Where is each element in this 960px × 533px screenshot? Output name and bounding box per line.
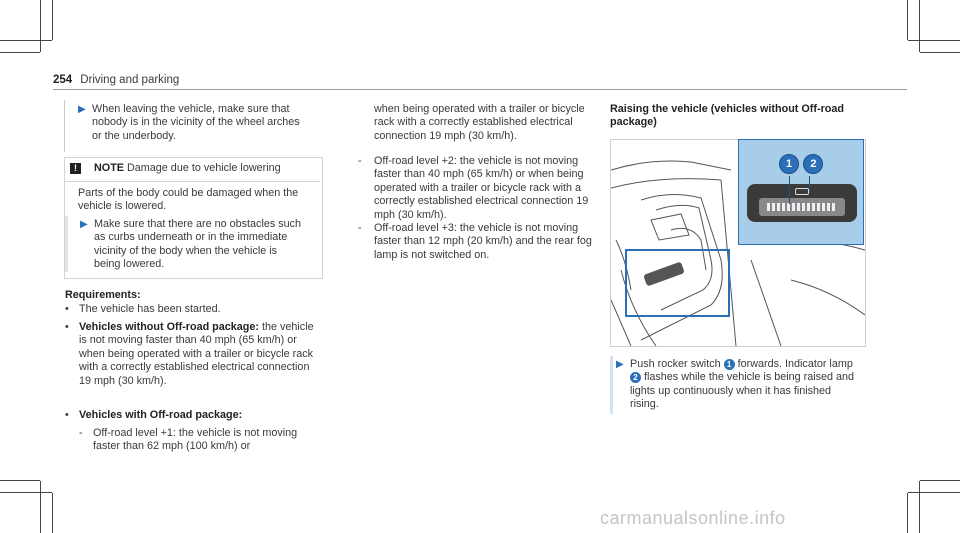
switch-grip [767,203,837,211]
callout-2: 2 [803,154,823,174]
req-text: The vehicle has been started. [79,303,221,315]
sub-item: - Off-road level +3: the vehicle is not moving faster than 12 mph (20 km/h) and the rear fog lamp is not switched on. [358,222,598,262]
crop-mark [52,0,53,40]
callout-leader [789,176,790,204]
crop-mark [52,493,53,533]
note-step-box [65,216,69,272]
requirement-item: • The vehicle has been started. [65,303,221,315]
switch-panel [759,198,845,216]
sub-text: Off-road level +3: the vehicle is not moving faster than 12 mph (20 km/h) and the rear fog lamp is not switched on. [374,222,592,261]
requirement-item: • Vehicles without Off-road package: the vehicle is not moving faster than 40 mph (65 km/h) or when being operated with a trailer or bicycle rack with a correctly established electrical connection 19 mph (30 km/h). [65,321,314,387]
crop-mark [920,480,960,481]
req-bold: Vehicles without Off-road package: [79,321,259,333]
req-text: the vehicle is not moving faster than 40 mph (65 km/h) or when being operated with a trailer or bicycle rack with a correctly established electrical connection 19 mph (30 km/h). [79,321,314,387]
warning-icon: ! [70,163,81,174]
sub-item: - Off-road level +1: the vehicle is not moving faster than 62 mph (100 km/h) or [79,427,325,454]
callout-leader [809,176,810,192]
callout-row [779,154,823,174]
step-text: Push rocker switch [630,358,721,370]
crop-mark [0,492,52,493]
section-heading: Raising the vehicle (vehicles without Off-road package) [610,103,844,129]
step-box [610,356,614,414]
sub-text: Off-road level +2: the vehicle is not moving faster than 40 mph (65 km/h) or when being operated with a trailer or bicycle rack with a correctly established electrical connection 19 mph (30 km/h). [374,155,589,221]
note-body: Parts of the body could be damaged when the vehicle is lowered. [78,187,299,213]
requirements-title: Requirements: [65,289,141,301]
crop-mark [919,481,920,533]
crop-mark [907,493,908,533]
step-arrow-icon: ▶ [78,104,86,115]
step-item [78,103,318,143]
page-number: 254 [53,74,73,86]
note-divider [65,181,320,182]
callout-2-inline: 2 [630,372,641,383]
sub-item-cont: when being operated with a trailer or bicycle rack with a correctly established electrical connection 19 mph (30 km/h). [374,103,585,142]
step-text: forwards. Indicator lamp [737,358,853,370]
req-bold: Vehicles with Off-road package: [79,409,243,421]
callout-1: 1 [779,154,799,174]
indicator-lamp-icon [795,188,809,195]
crop-mark [908,40,960,41]
note-step [80,218,320,272]
note-heading [70,162,315,175]
callout-1-inline: 1 [724,359,735,370]
step-item [616,358,866,412]
crop-mark [907,0,908,40]
step-arrow-icon: ▶ [80,219,88,230]
note-title: NOTE [94,162,124,174]
crop-mark [908,492,960,493]
crop-mark [40,0,41,52]
switch-highlight [625,249,730,317]
step-text: flashes while the vehicle is being raised and lights up continuously when it has finished rising. [630,371,855,411]
crop-mark [0,40,52,41]
crop-mark [40,481,41,533]
header-rule [53,89,907,90]
sub-text: Off-road level +1: the vehicle is not moving faster than 62 mph (100 km/h) or [93,427,298,453]
section-title: Driving and parking [80,74,180,86]
note-subtitle: Damage due to vehicle lowering [127,162,281,174]
crop-mark [920,52,960,53]
callout-panel [738,139,864,245]
step-arrow-icon: ▶ [616,359,624,370]
crop-mark [0,480,40,481]
sub-item: - Off-road level +2: the vehicle is not moving faster than 40 mph (65 km/h) or when being operated with a trailer or bicycle rack with a correctly established electrical connection 19 mph (30 km/h). [358,155,598,222]
note-step-text: Make sure that there are no obstacles such as curbs underneath or in the immediate vicinity of the body when the vehicle is being lowered. [94,218,302,271]
crop-mark [0,52,40,53]
crop-mark [919,0,920,52]
watermark: carmanualsonline.info [600,508,786,528]
rocker-switch [747,184,857,222]
requirement-item: • Vehicles with Off-road package: [65,409,243,421]
step-text: When leaving the vehicle, make sure that nobody is in the vicinity of the wheel arches or the underbody. [92,103,300,142]
page-header [53,74,179,86]
